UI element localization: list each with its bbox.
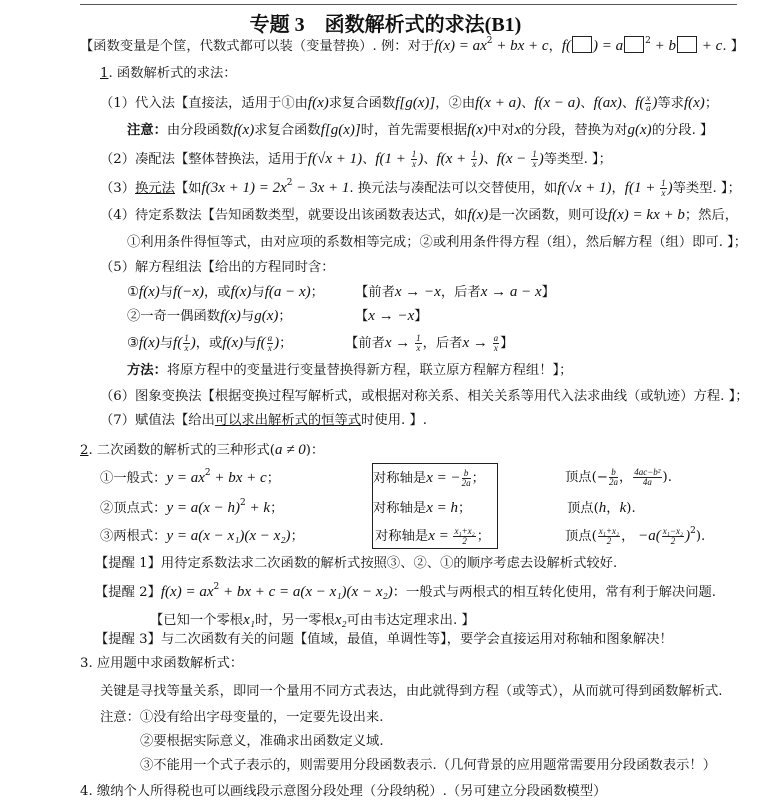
text: 与: [159, 336, 174, 351]
numerator: x: [646, 93, 651, 103]
math-expression: x₁: [243, 612, 255, 628]
text: ②顶点式：: [100, 501, 167, 516]
text-line: [567, 498, 636, 518]
math-expression: f(x − a): [534, 95, 581, 111]
text-line: [100, 93, 718, 113]
text: ③: [127, 336, 139, 351]
text: 、: [621, 96, 636, 111]
text: 【前者: [345, 336, 385, 351]
numerator: x₁+x₂: [598, 526, 620, 536]
text-line: [140, 756, 716, 776]
math-expression: f(x −: [496, 151, 531, 167]
text-line: [100, 468, 280, 488]
fraction: [662, 527, 684, 546]
text: 对称轴是: [375, 529, 429, 544]
text: 、: [580, 96, 594, 111]
math-expression: x: [514, 122, 522, 138]
text-line: [100, 498, 283, 518]
text: 对称轴是: [373, 471, 427, 486]
text: 时使用. 】.: [361, 413, 427, 428]
text: 【提醒 3】与二次函数有关的问题【值域，最值，单调性等】，要学会直接运用对称轴和图象解决！: [95, 632, 673, 647]
text: （6）图象变换法【根据变换过程写解析式，或根据对称关系、相关关系等用代入法求曲线（或轨迹）方程. 】；: [100, 389, 749, 404]
text-line: [127, 233, 747, 253]
math-expression: f(x + a): [475, 95, 522, 111]
fraction: [609, 468, 618, 487]
text: ，后者: [422, 336, 463, 351]
superscript: 2: [286, 178, 293, 188]
text: 【: [355, 309, 369, 324]
text: 与: [240, 309, 255, 324]
math-expression: f(x +: [436, 151, 470, 167]
underlined-text: 可以求出解析式的恒等式: [214, 413, 362, 428]
math-expression: f(x): [307, 95, 329, 111]
text: ；: [279, 336, 293, 351]
text: ，: [621, 529, 635, 544]
math-expression: x = −: [426, 470, 461, 486]
math-expression: y = a(x − x₁)(x − x₂): [166, 528, 291, 544]
denominator: a: [646, 103, 651, 113]
text: 时，另一零根: [254, 613, 335, 628]
text: 顶点(: [567, 501, 599, 516]
text: 【如: [174, 181, 202, 196]
math-expression: f(x): [683, 95, 705, 111]
math-expression: f(x): [220, 308, 241, 324]
text: ).: [695, 529, 706, 544]
denominator: 4a: [642, 477, 652, 487]
math-expression: f(x): [222, 335, 244, 351]
text: . 】: [722, 39, 745, 54]
math-expression: f[g(x)]: [395, 95, 436, 111]
text-line: [565, 468, 672, 488]
math-expression: ): [667, 180, 673, 196]
math-expression: f(a − x): [264, 284, 311, 300]
math-expression: f(: [635, 95, 645, 111]
math-expression: x =: [428, 528, 453, 544]
fraction: [267, 334, 274, 353]
text: ；: [290, 529, 304, 544]
math-expression: f(−x): [173, 284, 204, 300]
text: ②一奇一偶函数: [127, 309, 221, 324]
text: 中对: [487, 123, 515, 138]
superscript: 2: [204, 468, 211, 478]
fraction: [633, 468, 661, 487]
underlined-text: 换元法: [135, 181, 175, 196]
text-line: [140, 732, 384, 752]
numerator: x₁−x₂: [662, 526, 684, 536]
fraction: [453, 527, 475, 546]
text-line: [80, 782, 606, 802]
bold-label: 注意：: [127, 123, 167, 138]
math-expression: f(x): [138, 335, 160, 351]
math-expression: x = h: [426, 500, 458, 516]
text-line: [95, 582, 716, 602]
text: ；: [266, 471, 281, 486]
text: ③不能用一个式子表示的，则需要用分段函数表示.（几何背景的应用题常需要用分段函数表示！）: [140, 758, 716, 773]
text: 】: [541, 285, 555, 300]
text: 3. 应用题中求函数解析式：: [80, 656, 244, 671]
text: 由分段函数: [166, 123, 234, 138]
text: ③两根式：: [100, 529, 167, 544]
math-expression: + b: [650, 38, 677, 54]
math-expression: f(x) = kx + b: [607, 207, 685, 223]
math-expression: f(x) = ax: [434, 38, 487, 54]
text: ，或: [203, 285, 231, 300]
superscript: 2: [645, 36, 651, 46]
text: 注意：①没有给出字母变量的，一定要先设出来.: [100, 710, 384, 725]
text: 将原方程中的变量进行变量替换得新方程，联立原方程解方程组！】；: [166, 363, 573, 378]
text: ；然后，: [684, 208, 739, 223]
placeholder-box: [624, 36, 644, 53]
text: ，: [611, 181, 625, 196]
fraction: [660, 179, 667, 198]
denominator: 2: [462, 536, 467, 546]
fraction: [462, 469, 471, 488]
text: ，或: [195, 336, 223, 351]
numerator: 1: [661, 178, 666, 188]
text: 【已知一个零根: [150, 613, 244, 628]
text: 可由韦达定理求出. 】: [346, 613, 475, 628]
math-expression: f(x): [233, 122, 255, 138]
text-line: [373, 468, 485, 488]
underlined-text: 1: [100, 66, 109, 81]
text: （7）赋值法【给出: [100, 413, 215, 428]
text: 等类型. 】；: [543, 152, 612, 167]
text: 是一次函数，则可设: [488, 208, 608, 223]
numerator: b: [609, 468, 618, 478]
underlined-text: 2: [80, 443, 89, 458]
text: ；: [457, 501, 472, 516]
superscript: 2: [690, 526, 696, 536]
math-expression: f(1 +: [624, 180, 660, 196]
math-expression: − 3x + 1: [292, 180, 350, 196]
text-line: [565, 526, 705, 546]
text: ；: [471, 471, 485, 486]
math-expression: + k: [245, 500, 271, 516]
text-line: [100, 708, 383, 728]
text: 的分段，替换为对: [521, 123, 628, 138]
denominator: x: [493, 343, 498, 353]
math-expression: f(: [256, 335, 266, 351]
math-expression: + c: [698, 38, 723, 54]
text-line: [127, 361, 572, 381]
text: ；: [704, 96, 719, 111]
math-expression: x → −x: [368, 308, 415, 324]
math-expression: x →: [462, 335, 492, 351]
superscript: 2: [486, 36, 493, 46]
math-expression: ): [478, 151, 484, 167]
math-expression: + bx + c: [492, 38, 549, 54]
text: 时，首先需要根据: [360, 123, 468, 138]
text-line: [100, 411, 427, 431]
text-line: [100, 526, 304, 546]
text-line: [100, 205, 738, 225]
numerator: x₁+x₂: [454, 526, 475, 536]
math-expression: f(x) = ax: [160, 584, 214, 600]
text: 顶点(: [565, 529, 597, 544]
superscript: 2: [240, 498, 246, 508]
math-expression: k: [619, 500, 627, 516]
text: 】: [414, 309, 428, 324]
page-title: 专题 3 函数解析式的求法(B1): [249, 14, 522, 36]
fraction: [645, 94, 651, 113]
math-expression: ): [274, 335, 280, 351]
denominator: 2: [606, 536, 612, 546]
text: （5）解方程组法【给出的方程同时含：: [100, 260, 335, 275]
text-line: [100, 64, 237, 84]
fraction: [493, 334, 500, 353]
text: 、: [521, 96, 535, 111]
text: （2）凑配法【整体替换法，适用于: [100, 152, 308, 167]
math-expression: f(x): [230, 284, 252, 300]
math-expression: x → a − x: [480, 284, 542, 300]
text: ，: [548, 39, 562, 54]
math-expression: x → −x: [394, 284, 441, 300]
denominator: x: [411, 159, 416, 169]
math-expression: y = a(x − h): [166, 500, 241, 516]
placeholder-box: [572, 36, 592, 53]
math-expression: f(: [561, 38, 572, 54]
denominator: x: [661, 188, 666, 198]
math-expression: g(x): [254, 308, 279, 324]
text-line: [100, 387, 749, 407]
text: 等类型. 】；: [672, 181, 741, 196]
text: )：: [305, 443, 325, 458]
text-line: [95, 630, 673, 650]
text: 、: [362, 152, 376, 167]
fraction: [183, 334, 190, 353]
math-expression: f(√x + 1): [557, 180, 612, 196]
text: . 函数解析式的求法：: [108, 66, 237, 81]
text-line: [100, 178, 741, 198]
text-line: [80, 36, 744, 56]
text: ①一般式：: [100, 471, 167, 486]
text: 关键是寻找等量关系，即同一个量用不同方式表达，由此就得到方程（或等式），从而就可得到函数解析式.: [100, 684, 723, 699]
numerator: 1: [471, 149, 477, 159]
fraction: [598, 527, 620, 546]
math-expression: g(x): [627, 122, 652, 138]
superscript: 2: [213, 582, 220, 592]
text: ，②由: [435, 96, 476, 111]
text-line: [345, 333, 513, 353]
text-line: [100, 682, 723, 702]
numerator: a: [267, 333, 273, 343]
text-line: [127, 282, 324, 302]
text: ；: [476, 529, 491, 544]
text: 4. 缴纳个人所得税也可以画线段示意图分段处理（分段纳税）.（另可建立分段函数模型）: [80, 784, 607, 799]
text: ；: [278, 309, 292, 324]
text: 求复合函数: [254, 123, 321, 138]
text: 【前者: [355, 285, 395, 300]
text: 、: [483, 152, 497, 167]
text-line: [127, 120, 713, 140]
math-expression: ): [685, 528, 691, 544]
denominator: x: [472, 159, 477, 169]
math-expression: f(x): [467, 207, 489, 223]
denominator: x: [416, 343, 421, 353]
text: 与: [243, 336, 257, 351]
text-line: [373, 498, 471, 518]
text-line: [80, 654, 243, 674]
fraction: [411, 150, 418, 169]
text-line: [355, 282, 555, 302]
text: （4）待定系数法【告知函数类型，就要设出该函数表达式，如: [100, 208, 468, 223]
math-expression: h: [598, 500, 607, 516]
math-expression: f(: [173, 335, 183, 351]
text: 顶点(−: [565, 470, 608, 485]
math-expression: f(x): [467, 122, 488, 138]
text: （1）代入法【直接法，适用于①由: [100, 96, 308, 111]
math-expression: f(ax): [593, 95, 622, 111]
text: . 换元法与凑配法可以交替使用，如: [349, 181, 558, 196]
placeholder-box: [677, 36, 697, 53]
numerator: 1: [416, 333, 421, 343]
text-line: [95, 554, 617, 574]
text: ：一般式与两根式的相互转化使用，常有利于解决问题.: [392, 585, 717, 600]
math-expression: + bx + c = a(x − x₁)(x − x₂): [219, 584, 393, 600]
math-expression: −a(: [634, 528, 661, 544]
text: （3）: [100, 181, 136, 196]
text: ).: [626, 501, 636, 516]
text: ，: [606, 501, 620, 516]
text: 【函数变量是个筐，代数式都可以装（变量替换）. 例：对于: [80, 39, 435, 54]
text: 【提醒 2】: [95, 585, 161, 600]
fraction: [415, 334, 422, 353]
math-expression: + bx + c: [210, 470, 267, 486]
text: 的分段. 】: [651, 123, 714, 138]
math-expression: x₂: [334, 612, 347, 628]
text: 与: [251, 285, 265, 300]
header-rule: [80, 4, 737, 5]
text: ；: [270, 501, 284, 516]
math-expression: x →: [384, 335, 415, 351]
denominator: x: [267, 343, 272, 353]
text: ，: [618, 470, 633, 485]
math-expression: ) = a: [593, 38, 624, 54]
text: ；: [310, 285, 324, 300]
math-expression: f[g(x)]: [320, 122, 361, 138]
text-line: [375, 526, 490, 546]
text-line: [355, 306, 428, 326]
math-expression: ): [190, 335, 196, 351]
text: ①利用条件得恒等式，由对应项的系数相等完成；②或利用条件得方程（组），然后解方程（组）即可. 】；: [127, 235, 748, 250]
text: . 二次函数的解析式的三种形式(: [88, 443, 275, 458]
math-expression: y = ax: [166, 470, 205, 486]
numerator: a: [493, 333, 499, 343]
text: ②要根据实际意义，准确求出函数定义域.: [140, 734, 384, 749]
math-expression: f(√x + 1): [307, 151, 363, 167]
text-line: [100, 149, 612, 169]
numerator: 4ac−b²: [634, 467, 661, 477]
text: 、: [423, 152, 437, 167]
math-expression: ): [538, 151, 544, 167]
math-expression: ): [652, 95, 658, 111]
text-line: [127, 306, 292, 326]
text: 与: [159, 285, 174, 300]
numerator: 1: [532, 149, 537, 159]
text: ①: [127, 285, 139, 300]
math-expression: ): [418, 151, 424, 167]
numerator: 1: [184, 333, 189, 343]
denominator: x: [184, 343, 189, 353]
text-line: [100, 258, 335, 278]
math-expression: f(x): [138, 284, 160, 300]
numerator: 1: [411, 149, 417, 159]
fraction: [471, 150, 478, 169]
bold-label: 方法：: [127, 363, 167, 378]
text-line: [150, 610, 475, 630]
text: 等求: [657, 96, 684, 111]
math-expression: f(1 +: [375, 151, 410, 167]
math-expression: a ≠ 0: [274, 442, 306, 458]
denominator: 2a: [461, 478, 471, 488]
text: 求复合函数: [328, 96, 396, 111]
text: 对称轴是: [373, 501, 427, 516]
text: ，后者: [440, 285, 481, 300]
denominator: 2a: [608, 477, 618, 487]
numerator: b: [462, 469, 471, 479]
text: 【提醒 1】用待定系数法求二次函数的解析式按照③、②、①的顺序考虑去设解析式较好.: [95, 556, 618, 571]
denominator: 2: [670, 536, 676, 546]
text: ).: [662, 470, 672, 485]
text-line: [127, 333, 292, 353]
text: 】: [500, 336, 514, 351]
text-line: [80, 440, 324, 460]
denominator: x: [532, 159, 537, 169]
fraction: [531, 150, 538, 169]
math-expression: f(3x + 1) = 2x: [201, 180, 287, 196]
